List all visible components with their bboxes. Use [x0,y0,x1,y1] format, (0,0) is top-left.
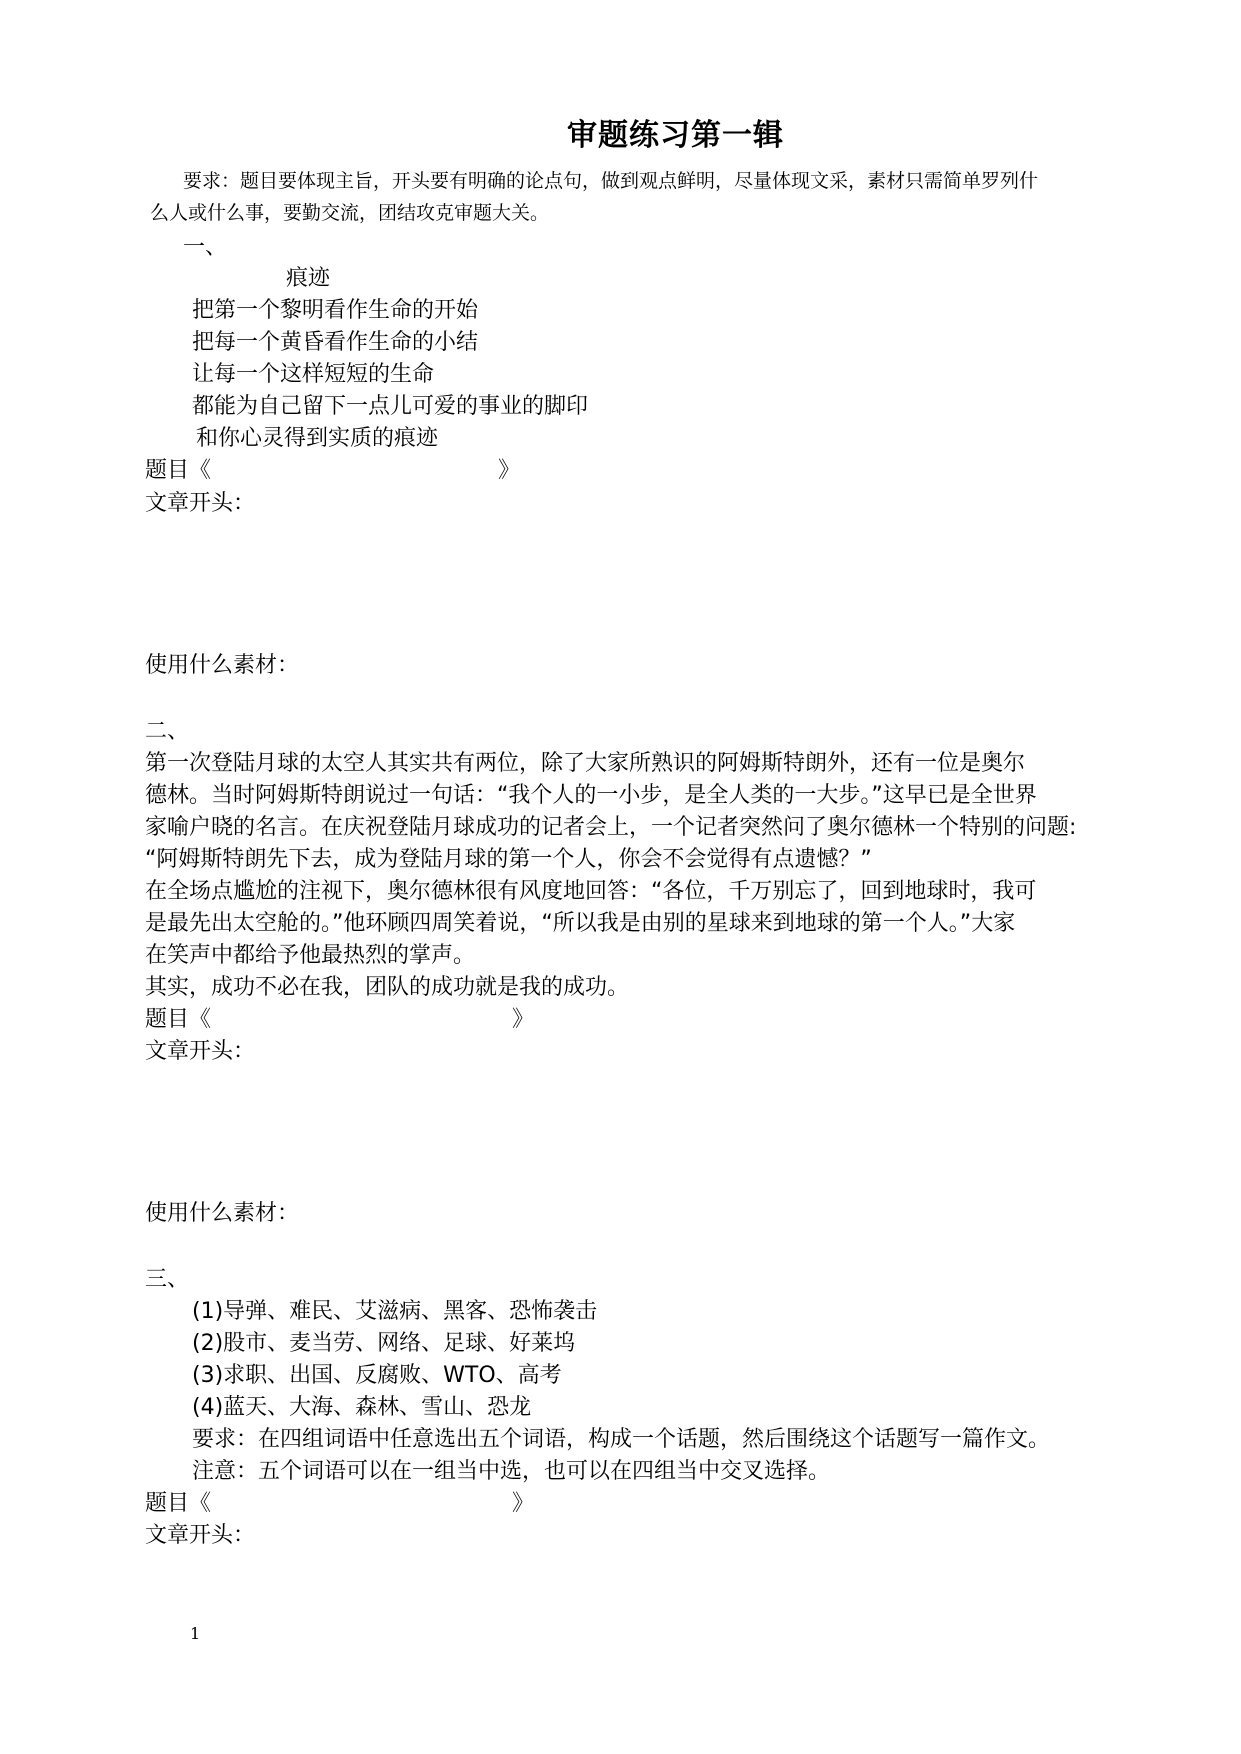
topic-label: 题目《 [145,1007,212,1032]
story-line: 德林。当时阿姆斯特朗说过一句话：“我个人的一小步，是全人类的一大步。”这早已是全世界 [145,783,1037,808]
story-line: 是最先出太空舱的。”他环顾四周笑着说，“所以我是由别的星球来到地球的第一个人。”大家 [145,911,1016,936]
story-line: 在全场点尴尬的注视下，奥尔德林很有风度地回答：“各位，千万别忘了，回到地球时，我可 [145,879,1037,904]
page-title: 审题练习第一辑 [567,118,784,153]
poem-line: 把每一个黄昏看作生命的小结 [192,330,479,355]
requirement-line-2: 么人或什么事，要勤交流，团结攻克审题大关。 [150,202,550,224]
topic-label: 题目《 [145,458,212,483]
poem-line: 都能为自己留下一点儿可爱的事业的脚印 [192,394,589,419]
topic-close: 》 [498,458,521,483]
story-line: “阿姆斯特朗先下去，成为登陆月球的第一个人，你会不会觉得有点遗憾？” [145,847,872,872]
material-label: 使用什么素材： [145,653,300,678]
topic-close: 》 [512,1007,535,1032]
story-line: 在笑声中都给予他最热烈的掌声。 [145,943,476,968]
poem-line: 和你心灵得到实质的痕迹 [196,426,439,451]
opening-label: 文章开头： [145,1039,256,1064]
opening-label: 文章开头： [145,1523,256,1548]
word-group: (1)导弹、难民、艾滋病、黑客、恐怖袭击 [192,1299,598,1324]
poem-title: 痕迹 [286,266,331,291]
opening-label: 文章开头： [145,491,256,516]
story-conclusion: 其实，成功不必在我，团队的成功就是我的成功。 [145,975,630,1000]
topic-close: 》 [512,1491,535,1516]
story-line: 家喻户晓的名言。在庆祝登陆月球成功的记者会上，一个记者突然问了奥尔德林一个特别的问题: [145,815,1077,840]
word-group: (3)求职、出国、反腐败、WTO、高考 [192,1363,562,1388]
section-3-note: 注意：五个词语可以在一组当中选，也可以在四组当中交叉选择。 [192,1459,831,1484]
section-1-number: 一、 [183,235,228,260]
poem-line: 把第一个黎明看作生命的开始 [192,298,479,323]
material-label: 使用什么素材： [145,1201,300,1226]
topic-label: 题目《 [145,1491,212,1516]
page-number: 1 [190,1624,201,1643]
word-group: (2)股市、麦当劳、网络、足球、好莱坞 [192,1331,576,1356]
poem-line: 让每一个这样短短的生命 [192,362,435,387]
requirement-line-1: 要求：题目要体现主旨，开头要有明确的论点句，做到观点鲜明，尽量体现文采，素材只需简单罗列什 [183,170,1039,192]
story-line: 第一次登陆月球的太空人其实共有两位，除了大家所熟识的阿姆斯特朗外，还有一位是奥尔 [145,751,1026,776]
section-2-number: 二、 [145,719,190,744]
section-3-number: 三、 [145,1267,190,1292]
section-3-requirement: 要求：在四组词语中任意选出五个词语，构成一个话题，然后围绕这个话题写一篇作文。 [192,1427,1051,1452]
word-group: (4)蓝天、大海、森林、雪山、恐龙 [192,1395,532,1420]
